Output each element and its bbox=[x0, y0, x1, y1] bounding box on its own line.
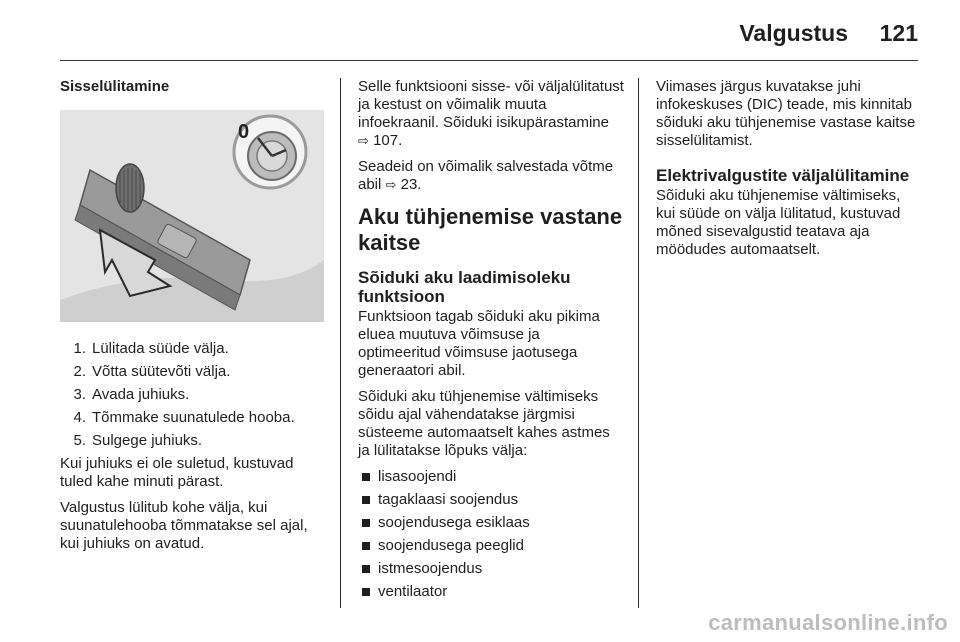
bullet-square-icon bbox=[362, 496, 370, 504]
step-item: 1. Lülitada süüde välja. bbox=[73, 340, 229, 357]
step-item: 4. Tõmmake suunatulede hooba. bbox=[73, 409, 295, 426]
paragraph: Kui juhiuks ei ole suletud, kustuvad tuled kahe minuti pärast. bbox=[60, 455, 294, 490]
ignition-position-label: 0 bbox=[238, 121, 250, 143]
paragraph: Valgustus lülitub kohe välja, kui suunatulehooba tõmmatakse sel ajal, kui juhiuks on avatud. bbox=[60, 499, 308, 552]
list-item: istmesoojendus bbox=[362, 560, 624, 578]
paragraph: Seadeid on võimalik salvestada võtme abil ⇨ 23. bbox=[358, 158, 614, 193]
paragraph: Sõiduki aku tühjenemise vältimiseks sõidu ajal vähendatakse järgmisi süsteeme automaatselt kahes astmes ja lülitatakse lõpuks välja: bbox=[358, 388, 610, 459]
column-3 bbox=[656, 78, 922, 267]
step-item: 3. Avada juhiuks. bbox=[73, 386, 190, 403]
paragraph: Viimases järgus kuvatakse juhi infokeskuses (DIC) teade, mis kinnitab sõiduki aku tühjenemise vastase kaitse sisselülitamist. bbox=[656, 78, 916, 149]
list-item: ventilaator bbox=[362, 583, 624, 601]
reduced-systems-list bbox=[358, 468, 624, 601]
steps-list bbox=[60, 340, 328, 450]
page-ref-arrow-icon: ⇨ bbox=[385, 177, 397, 192]
watermark: carmanualsonline.info bbox=[708, 610, 948, 635]
bullet-square-icon bbox=[362, 588, 370, 596]
subsection-heading: Sõiduki aku laadimisoleku funktsioon bbox=[358, 268, 571, 306]
page-ref-arrow-icon: ⇨ bbox=[358, 133, 369, 148]
page-number: 121 bbox=[879, 20, 918, 46]
list-item: soojendusega esiklaas bbox=[362, 514, 624, 532]
chapter-title: Valgustus bbox=[739, 20, 848, 46]
list-item: soojendusega peeglid bbox=[362, 537, 624, 555]
page-reference[interactable]: 23. bbox=[400, 176, 422, 193]
list-item: lisasoojendi bbox=[362, 468, 624, 486]
column-divider-2 bbox=[638, 78, 639, 608]
paragraph: Selle funktsiooni sisse- või väljalülitatust ja kestust on võimalik muuta infoekraanil. Sõiduki isikupärastamine ⇨ 107. bbox=[358, 78, 624, 149]
bullet-square-icon bbox=[362, 519, 370, 527]
page-header bbox=[60, 18, 918, 61]
lever-illustration-svg bbox=[60, 110, 324, 322]
step-item: 2. Võtta süütevõti välja. bbox=[73, 363, 231, 380]
list-item: tagaklaasi soojendus bbox=[362, 491, 624, 509]
section-heading: Aku tühjenemise vastane kaitse bbox=[358, 204, 623, 255]
paragraph: Sõiduki aku tühjenemise vältimiseks, kui süüde on välja lülitatud, kustuvad mõned sisevalgustid teatava aja möödudes automaatselt. bbox=[656, 187, 901, 258]
bullet-square-icon bbox=[362, 473, 370, 481]
step-item: 5. Sulgege juhiuks. bbox=[73, 432, 203, 449]
bullet-square-icon bbox=[362, 565, 370, 573]
bullet-square-icon bbox=[362, 542, 370, 550]
column-2 bbox=[358, 78, 624, 606]
lever-illustration bbox=[60, 110, 324, 322]
section-subheading: Sisselülitamine bbox=[60, 78, 170, 95]
paragraph: Funktsioon tagab sõiduki aku pikima eluea muutuva võimsuse ja optimeeritud võimsuse jaotusega generaatori abil. bbox=[358, 308, 600, 379]
page-reference[interactable]: 107. bbox=[373, 132, 403, 149]
subsection-heading: Elektrivalgustite väljalülitamine bbox=[656, 166, 910, 185]
column-divider-1 bbox=[340, 78, 341, 608]
column-1 bbox=[60, 78, 328, 561]
